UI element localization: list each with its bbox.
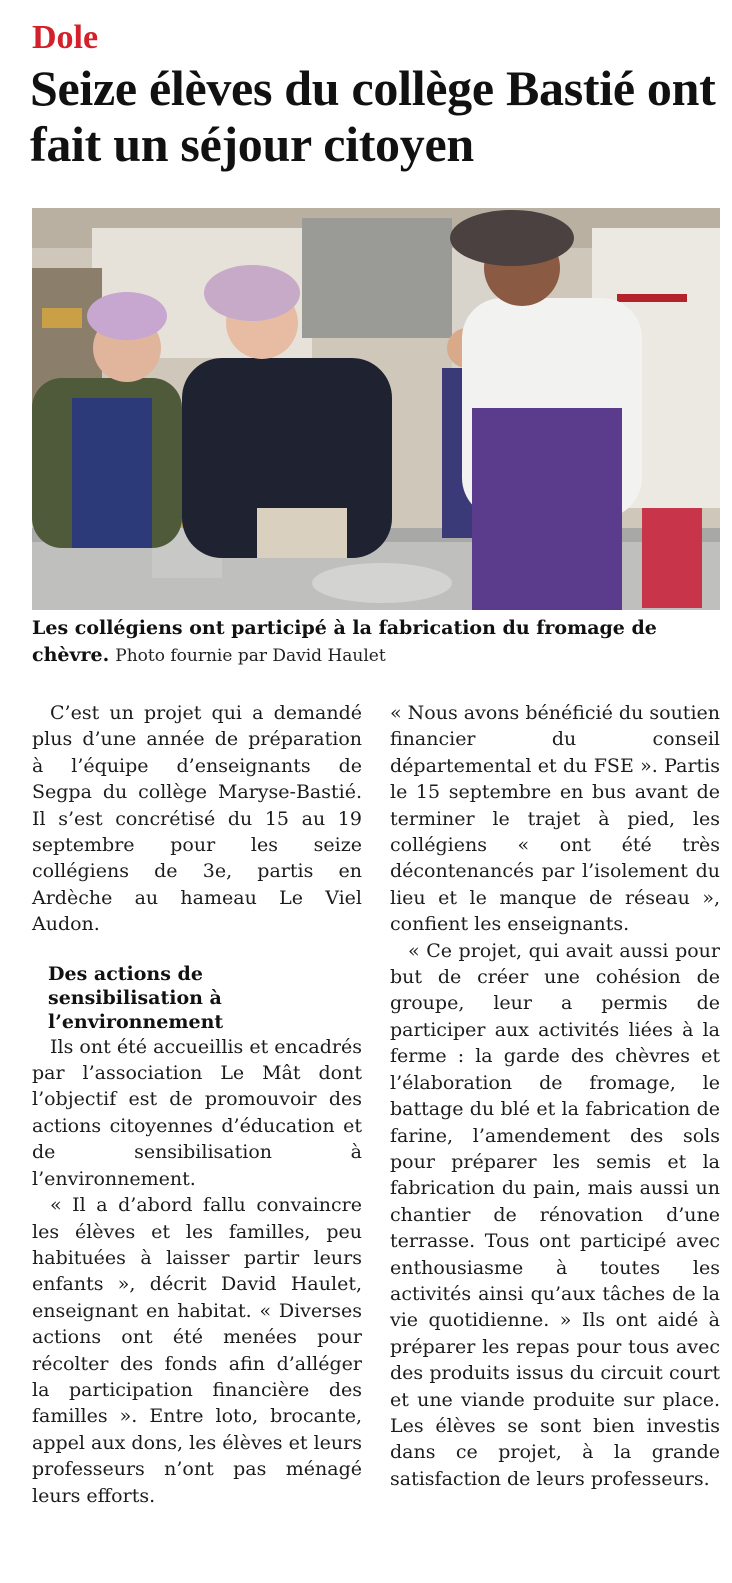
paragraph: « Ce projet, qui avait aussi pour but de créer une cohésion de groupe, leur a permis de participer aux activités liées à la ferme : la garde des chèvres et l’élaboration de fromage, le battage du blé et la fabrication de farine, l’amendement des sols pour préparer les semis et la fabrication du pain, mais aussi un chantier de rénovation d’une terrasse. Tous ont participé avec enthousiasme à toutes les activités ainsi qu’aux tâches de la vie quotidienne. » Ils ont aidé à préparer les repas pour tous avec des produits issus du circuit court et une viande produite sur place. Les élèves se sont bien investis dans ce projet, à la grande satisfaction de leurs professeurs.: [390, 939, 720, 1490]
article-photo: [32, 208, 720, 610]
headline: Seize élèves du collège Bastié ont fait un séjour citoyen: [30, 60, 716, 172]
photo-caption: [32, 615, 722, 670]
paragraph: Ils ont été accueillis et encadrés par l’association Le Mât dont l’objectif est de promouvoir des actions citoyennes d’éducation et de sensibilisation à l’environnement.: [32, 1035, 362, 1190]
section-kicker: Dole: [32, 19, 99, 56]
subheading: Des actions de sensibilisation à l’environnement: [48, 962, 224, 1033]
photo-credit: Photo fournie par David Haulet: [115, 646, 386, 666]
paragraph: « Nous avons bénéficié du soutien financier du conseil départemental et du FSE ». Partis le 15 septembre en bus avant de terminer le trajet à pied, les collégiens « ont été très décontenancés par l’isolement du lieu et le manque de réseau », confient les enseignants.: [390, 702, 720, 936]
paragraph: « Il a d’abord fallu convaincre les élèves et les familles, peu habituées à laisser partir leurs enfants », décrit David Haulet, enseignant en habitat. « Diverses actions ont été menées pour récolter des fonds afin d’alléger la participation financière des familles ». Entre loto, brocante, appel aux dons, les élèves et leurs professeurs n’ont pas ménagé leurs efforts.: [32, 1194, 362, 1507]
column-left: [32, 700, 362, 1509]
caption-text: Les collégiens ont participé à la fabrication du fromage de chèvre.: [32, 617, 657, 666]
paragraph: C’est un projet qui a demandé plus d’une année de préparation à l’équipe d’enseignants de Segpa du collège Maryse-Bastié. Il s’est concrétisé du 15 au 19 septembre pour les seize collégiens de 3e, partis en Ardèche au hameau Le Viel Audon.: [32, 702, 362, 936]
column-right: [390, 700, 720, 1492]
